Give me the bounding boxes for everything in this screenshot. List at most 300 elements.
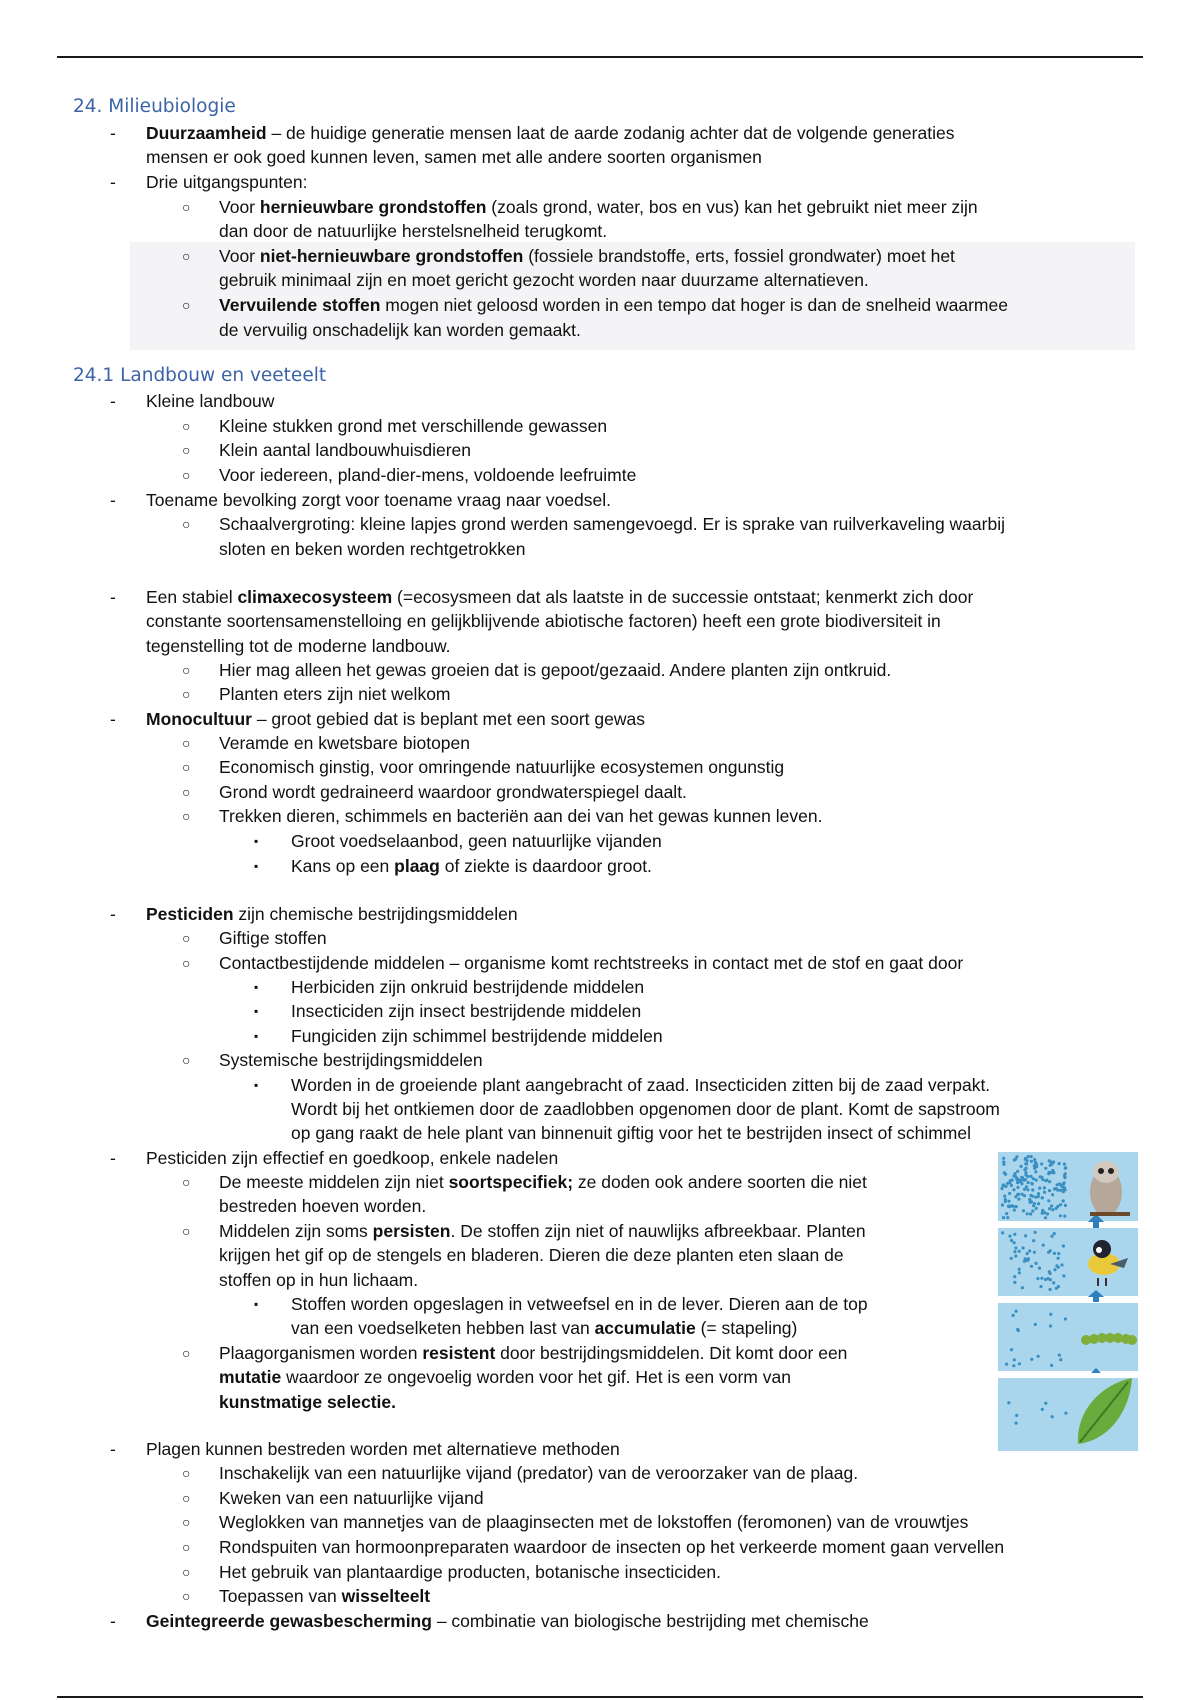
text-line [0, 414, 1200, 438]
line-text [146, 121, 954, 145]
text-run: Giftige stoffen [219, 928, 327, 948]
text-run: Kleine landbouw [146, 391, 275, 411]
bold-term: climaxecosysteem [237, 587, 393, 607]
text-line [0, 755, 1200, 779]
poison-dot [1002, 1157, 1005, 1160]
dash-bullet: - [110, 904, 116, 924]
poison-dot [1031, 1188, 1034, 1191]
poison-dot [1047, 1199, 1050, 1202]
line-text [219, 658, 891, 682]
poison-dot [1020, 1165, 1023, 1168]
text-line [0, 293, 1200, 317]
text-run: Kans op een [291, 856, 395, 876]
poison-dot [1005, 1212, 1008, 1215]
poison-dot [1018, 1250, 1021, 1253]
poison-dot [1040, 1277, 1043, 1280]
poison-dot [1027, 1257, 1030, 1260]
line-text [219, 1048, 483, 1072]
poison-dot [1013, 1275, 1016, 1278]
text-run: Economisch ginstig, voor omringende natuurlijke ecosystemen ongunstig [219, 757, 785, 777]
text-run: Plaagorganismen worden [219, 1343, 423, 1363]
text-line [0, 170, 1200, 194]
circle-bullet: ○ [182, 1223, 191, 1239]
text-run: Stoffen worden opgeslagen in vetweefsel en in de lever. Dieren aan de top [291, 1294, 868, 1314]
square-bullet: ▪ [254, 1004, 259, 1018]
poison-dot [1064, 1204, 1067, 1207]
poison-dot [1026, 1212, 1029, 1215]
text-run: Een stabiel [146, 587, 238, 607]
text-line [0, 829, 1200, 853]
text-run: Voor [219, 197, 260, 217]
poison-dot [1032, 1239, 1035, 1242]
poison-dot [1005, 1363, 1008, 1366]
poison-dot [1033, 1251, 1036, 1254]
circle-bullet: ○ [182, 1174, 191, 1190]
poison-dot [1042, 1244, 1045, 1247]
poison-dot [1034, 1231, 1037, 1234]
circle-bullet: ○ [182, 735, 191, 751]
poison-dot [1058, 1162, 1061, 1165]
poison-dot [1063, 1215, 1066, 1218]
poison-dot [1047, 1172, 1050, 1175]
bottom-rule [57, 1696, 1143, 1698]
poison-dot [1016, 1328, 1019, 1331]
poison-dot [1006, 1182, 1009, 1185]
text-run: Systemische bestrijdingsmiddelen [219, 1050, 483, 1070]
poison-dot [1049, 1249, 1052, 1252]
square-bullet: ▪ [254, 1297, 259, 1311]
poison-dot [1016, 1186, 1019, 1189]
text-run: De meeste middelen zijn niet [219, 1172, 449, 1192]
poison-dot [1038, 1187, 1041, 1190]
poison-dot [1059, 1358, 1062, 1361]
bold-term: soortspecifiek; [448, 1172, 574, 1192]
dash-bullet: - [110, 123, 116, 143]
line-text [291, 975, 644, 999]
text-run: (fossiele brandstoffe, erts, fossiel grondwater) moet het [523, 246, 955, 266]
text-line [0, 731, 1200, 755]
text-line [0, 1073, 1200, 1097]
text-run: Veramde en kwetsbare biotopen [219, 733, 470, 753]
poison-dot [1055, 1207, 1058, 1210]
poison-dot [1030, 1160, 1033, 1163]
poison-dot [1015, 1414, 1018, 1417]
square-bullet: ▪ [254, 1078, 259, 1092]
text-run: Weglokken van mannetjes van de plaaginsecten met de lokstoffen (feromonen) van de vrouwtjes [219, 1512, 969, 1532]
text-line [0, 244, 1200, 268]
text-run: Fungiciden zijn schimmel bestrijdende middelen [291, 1026, 663, 1046]
poison-dot [1048, 1180, 1051, 1183]
poison-dot [1030, 1265, 1033, 1268]
bold-term: Vervuilende stoffen [219, 295, 381, 315]
poison-dot [1030, 1155, 1033, 1158]
poison-dot [1010, 1257, 1013, 1260]
poison-dot [1013, 1208, 1016, 1211]
line-text [146, 145, 762, 169]
text-line [0, 951, 1200, 975]
line-text [291, 1097, 1000, 1121]
line-text [219, 780, 687, 804]
poison-dot [1049, 1324, 1052, 1327]
square-bullet: ▪ [254, 859, 259, 873]
poison-dot [1008, 1235, 1011, 1238]
poison-dot [1026, 1252, 1029, 1255]
poison-dot [1048, 1189, 1051, 1192]
poison-dot [1006, 1216, 1009, 1219]
text-line [0, 268, 1200, 292]
text-line [0, 1048, 1200, 1072]
text-run: Wordt bij het ontkiemen door de zaadlobben opgenomen door de plant. Komt de sapstroom [291, 1099, 1000, 1119]
poison-dot [1049, 1288, 1052, 1291]
poison-dot [1013, 1233, 1016, 1236]
text-line [0, 121, 1200, 145]
bold-term: plaag [394, 856, 440, 876]
text-run: Toepassen van [219, 1586, 342, 1606]
line-text [219, 1243, 844, 1267]
text-run: (=ecosysmeen dat als laatste in de successie ontstaat; kenmerkt zich door [392, 587, 974, 607]
poison-dot [1044, 1167, 1047, 1170]
bold-term: accumulatie [594, 1318, 696, 1338]
poison-dot [1028, 1249, 1031, 1252]
poison-dot [1033, 1164, 1036, 1167]
text-run: Toename bevolking zorgt voor toename vraag naar voedsel. [146, 490, 611, 510]
line-text [219, 1486, 484, 1510]
poison-dot [1045, 1179, 1048, 1182]
poison-dot [1049, 1160, 1052, 1163]
text-run: ze doden ook andere soorten die niet [573, 1172, 867, 1192]
poison-dot [1041, 1178, 1044, 1181]
poison-dot [1026, 1188, 1029, 1191]
poison-dot [1031, 1195, 1034, 1198]
line-text [219, 219, 607, 243]
poison-dot [1010, 1184, 1013, 1187]
text-line [0, 1461, 1200, 1485]
poison-dot [1062, 1199, 1065, 1202]
text-line [0, 926, 1200, 950]
text-run: waardoor ze ongevoelig worden voor het gif. Het is een vorm van [281, 1367, 791, 1387]
poison-dot [1036, 1277, 1039, 1280]
text-line [0, 145, 1200, 169]
line-text [291, 999, 641, 1023]
text-line [0, 682, 1200, 706]
poison-dot [1024, 1234, 1027, 1237]
text-run: zijn chemische bestrijdingsmiddelen [233, 904, 518, 924]
poison-dot [1046, 1212, 1049, 1215]
text-run: Trekken dieren, schimmels en bacteriën aan dei van het gewas kunnen leven. [219, 806, 823, 826]
circle-bullet: ○ [182, 516, 191, 532]
circle-bullet: ○ [182, 199, 191, 215]
text-run: Middelen zijn soms [219, 1221, 373, 1241]
text-line [0, 1097, 1200, 1121]
poison-dot [1012, 1364, 1015, 1367]
line-text [291, 829, 662, 853]
bold-term: persisten [372, 1221, 451, 1241]
poison-dot [1039, 1285, 1042, 1288]
dash-bullet: - [110, 391, 116, 411]
poison-dot [1060, 1263, 1063, 1266]
text-run: Drie uitgangspunten: [146, 172, 308, 192]
poison-dot [1052, 1281, 1055, 1284]
text-line [0, 512, 1200, 536]
line-text [219, 318, 581, 342]
text-run: Herbiciden zijn onkruid bestrijdende middelen [291, 977, 645, 997]
text-run: door bestrijdingsmiddelen. Dit komt door een [495, 1343, 848, 1363]
top-rule [57, 56, 1143, 58]
text-run: Schaalvergroting: kleine lapjes grond werden samengevoegd. Er is sprake van ruilverkaveling waarbij [219, 514, 1005, 534]
poison-dot [1044, 1402, 1047, 1405]
poison-dot [1017, 1198, 1020, 1201]
text-line [0, 780, 1200, 804]
poison-dot [1027, 1155, 1030, 1158]
text-run: constante soortensamenstelloing en gelijkblijvende abiotische factoren) heeft een grote biodiversiteit in [146, 611, 941, 631]
text-run: Grond wordt gedraineerd waardoor grondwaterspiegel daalt. [219, 782, 687, 802]
poison-dot [1029, 1175, 1032, 1178]
poison-dot [1010, 1239, 1013, 1242]
poison-dot [1029, 1212, 1032, 1215]
text-line [0, 318, 1200, 342]
poison-dot [1049, 1313, 1052, 1316]
poison-dot [1057, 1252, 1060, 1255]
poison-dot [1022, 1246, 1025, 1249]
poison-dot [1035, 1179, 1038, 1182]
poison-dot [1003, 1171, 1006, 1174]
poison-dot [1052, 1171, 1055, 1174]
text-run: Planten eters zijn niet welkom [219, 684, 451, 704]
line-text [219, 1461, 858, 1485]
line-text [146, 707, 645, 731]
text-line [0, 1510, 1200, 1534]
poison-dot [1050, 1204, 1053, 1207]
poison-dot [1064, 1167, 1067, 1170]
poison-dot [1015, 1178, 1018, 1181]
line-text [219, 438, 471, 462]
text-line [0, 1584, 1200, 1608]
circle-bullet: ○ [182, 1539, 191, 1555]
poison-dot [1014, 1255, 1017, 1258]
text-line [0, 634, 1200, 658]
poison-dot [1044, 1216, 1047, 1219]
poison-dot [1062, 1244, 1065, 1247]
square-bullet: ▪ [254, 1029, 259, 1043]
poison-dot [1004, 1198, 1007, 1201]
poison-dot [1030, 1358, 1033, 1361]
text-line [0, 537, 1200, 561]
line-text [219, 755, 784, 779]
circle-bullet: ○ [182, 1564, 191, 1580]
circle-bullet: ○ [182, 442, 191, 458]
poison-dot [1013, 1281, 1016, 1284]
text-run: de vervuilig onschadelijk kan worden gemaakt. [219, 320, 581, 340]
text-run: of ziekte is daardoor groot. [439, 856, 652, 876]
square-bullet: ▪ [254, 980, 259, 994]
circle-bullet: ○ [182, 808, 191, 824]
poison-dot [1050, 1235, 1053, 1238]
poison-dot [1041, 1209, 1044, 1212]
text-line [0, 804, 1200, 828]
poison-dot [1003, 1195, 1006, 1198]
poison-dot [1010, 1348, 1013, 1351]
line-text [219, 414, 607, 438]
line-text [146, 170, 308, 194]
circle-bullet: ○ [182, 686, 191, 702]
poison-dot [1015, 1205, 1018, 1208]
line-text [219, 951, 963, 975]
line-text [291, 1316, 797, 1340]
bold-term: Monocultuur [146, 709, 252, 729]
poison-dot [1002, 1160, 1005, 1163]
line-text [219, 1365, 791, 1389]
line-text [219, 512, 1005, 536]
poison-dot [1014, 1246, 1017, 1249]
text-run: Groot voedselaanbod, geen natuurlijke vijanden [291, 831, 662, 851]
line-text [219, 1194, 426, 1218]
poison-dot [1039, 1175, 1042, 1178]
bold-term: mutatie [219, 1367, 282, 1387]
poison-dot [1049, 1164, 1052, 1167]
poison-dot [1049, 1278, 1052, 1281]
poison-dot [1013, 1250, 1016, 1253]
line-text [219, 1535, 1004, 1559]
poison-dot [1057, 1285, 1060, 1288]
poison-dot [1025, 1185, 1028, 1188]
line-text [146, 389, 274, 413]
poison-dot [1056, 1189, 1059, 1192]
heading-milieubiologie: 24. Milieubiologie [73, 96, 236, 117]
circle-bullet: ○ [182, 759, 191, 775]
poison-dot [1021, 1193, 1024, 1196]
line-text [219, 195, 978, 219]
poison-dot [1012, 1314, 1015, 1317]
text-line [0, 975, 1200, 999]
text-run: – de huidige generatie mensen laat de aarde zodanig achter dat de volgende generaties [266, 123, 955, 143]
poison-dot [1007, 1200, 1010, 1203]
dash-bullet: - [110, 1439, 116, 1459]
text-run: Worden in de groeiende plant aangebracht of zaad. Insecticiden zitten bij de zaad verpakt. [291, 1075, 991, 1095]
text-run: Hier mag alleen het gewas groeien dat is gepoot/gezaaid. Andere planten zijn ontkruid. [219, 660, 892, 680]
circle-bullet: ○ [182, 1052, 191, 1068]
line-text [219, 682, 451, 706]
bold-term: hernieuwbare grondstoffen [259, 197, 487, 217]
poison-dot [1001, 1203, 1004, 1206]
poison-dot [1062, 1188, 1065, 1191]
line-text [219, 268, 869, 292]
text-run: . De stoffen zijn niet of nauwlijks afbreekbaar. Planten [450, 1221, 866, 1241]
poison-dot [1063, 1176, 1066, 1179]
text-run: Pesticiden zijn effectief en goedkoop, enkele nadelen [146, 1148, 559, 1168]
text-run: stoffen op in hun lichaam. [219, 1270, 419, 1290]
bold-term: kunstmatige selectie. [219, 1392, 397, 1412]
poison-dot [1001, 1231, 1004, 1234]
poison-dot [1018, 1362, 1021, 1365]
text-line [0, 854, 1200, 878]
poison-dot [1022, 1209, 1025, 1212]
dash-bullet: - [110, 1611, 116, 1631]
dash-bullet: - [110, 709, 116, 729]
poison-dot [1025, 1162, 1028, 1165]
text-run: krijgen het gif op de stengels en bladeren. Dieren die deze planten eten slaan de [219, 1245, 844, 1265]
poison-dot [1041, 1212, 1044, 1215]
circle-bullet: ○ [182, 1490, 191, 1506]
text-line [0, 999, 1200, 1023]
line-text [219, 804, 822, 828]
poison-dot [1011, 1178, 1014, 1181]
poison-dot [1037, 1192, 1040, 1195]
line-text [291, 854, 652, 878]
line-text [219, 1268, 418, 1292]
text-run: Voor [219, 246, 260, 266]
poison-dot [1034, 1161, 1037, 1164]
circle-bullet: ○ [182, 955, 191, 971]
poison-dot [1033, 1202, 1036, 1205]
poison-dot [1041, 1196, 1044, 1199]
heading-landbouw-veeteelt: 24.1 Landbouw en veeteelt [73, 365, 327, 386]
poison-dot [1040, 1162, 1043, 1165]
poison-dot [1015, 1422, 1018, 1425]
poison-dot [1024, 1157, 1027, 1160]
poison-dot [1014, 1172, 1017, 1175]
text-line [0, 1486, 1200, 1510]
circle-bullet: ○ [182, 418, 191, 434]
circle-bullet: ○ [182, 248, 191, 264]
poison-dot [1014, 1158, 1017, 1161]
poison-dot [1034, 1323, 1037, 1326]
line-text [219, 1390, 396, 1414]
poison-dot [1064, 1412, 1067, 1415]
poison-dot [1002, 1183, 1005, 1186]
line-text [219, 1219, 866, 1243]
text-run: – combinatie van biologische bestrijding met chemische [431, 1611, 869, 1631]
text-line [0, 1024, 1200, 1048]
line-text [219, 1341, 847, 1365]
poison-dot [1059, 1203, 1062, 1206]
text-line [0, 902, 1200, 926]
poison-dot [1051, 1415, 1054, 1418]
text-run: dan door de natuurlijke herstelsnelheid terugkomt. [219, 221, 608, 241]
poison-dot [1030, 1200, 1033, 1203]
bold-term: Duurzaamheid [146, 123, 267, 143]
circle-bullet: ○ [182, 1514, 191, 1530]
text-run: Insecticiden zijn insect bestrijdende middelen [291, 1001, 642, 1021]
text-line [0, 219, 1200, 243]
poison-dot [1059, 1214, 1062, 1217]
text-run: mensen er ook goed kunnen leven, samen met alle andere soorten organismen [146, 147, 762, 167]
text-line [0, 488, 1200, 512]
line-text [146, 902, 518, 926]
circle-bullet: ○ [182, 1345, 191, 1361]
text-run: Rondspuiten van hormoonpreparaten waardoor de insecten op het verkeerde moment gaan vervellen [219, 1537, 1005, 1557]
poison-dot [1048, 1207, 1051, 1210]
poison-dot [1048, 1270, 1051, 1273]
poison-dot [1032, 1177, 1035, 1180]
text-line [0, 609, 1200, 633]
poison-dot [1064, 1172, 1067, 1175]
poison-dot [1015, 1310, 1018, 1313]
poison-dot [1056, 1183, 1059, 1186]
poison-dot [1013, 1358, 1016, 1361]
poison-dot [1027, 1181, 1030, 1184]
poison-dot [1031, 1209, 1034, 1212]
line-text [219, 1170, 867, 1194]
poison-dot [1051, 1208, 1054, 1211]
line-text [219, 293, 1008, 317]
poison-dot [1053, 1232, 1056, 1235]
poison-dot [1062, 1274, 1065, 1277]
poison-dot [1050, 1364, 1053, 1367]
poison-dot [1007, 1401, 1010, 1404]
text-run: gebruik minimaal zijn en moet gericht gezocht worden naar duurzame alternatieven. [219, 270, 869, 290]
text-line [0, 1560, 1200, 1584]
poison-dot [1013, 1241, 1016, 1244]
